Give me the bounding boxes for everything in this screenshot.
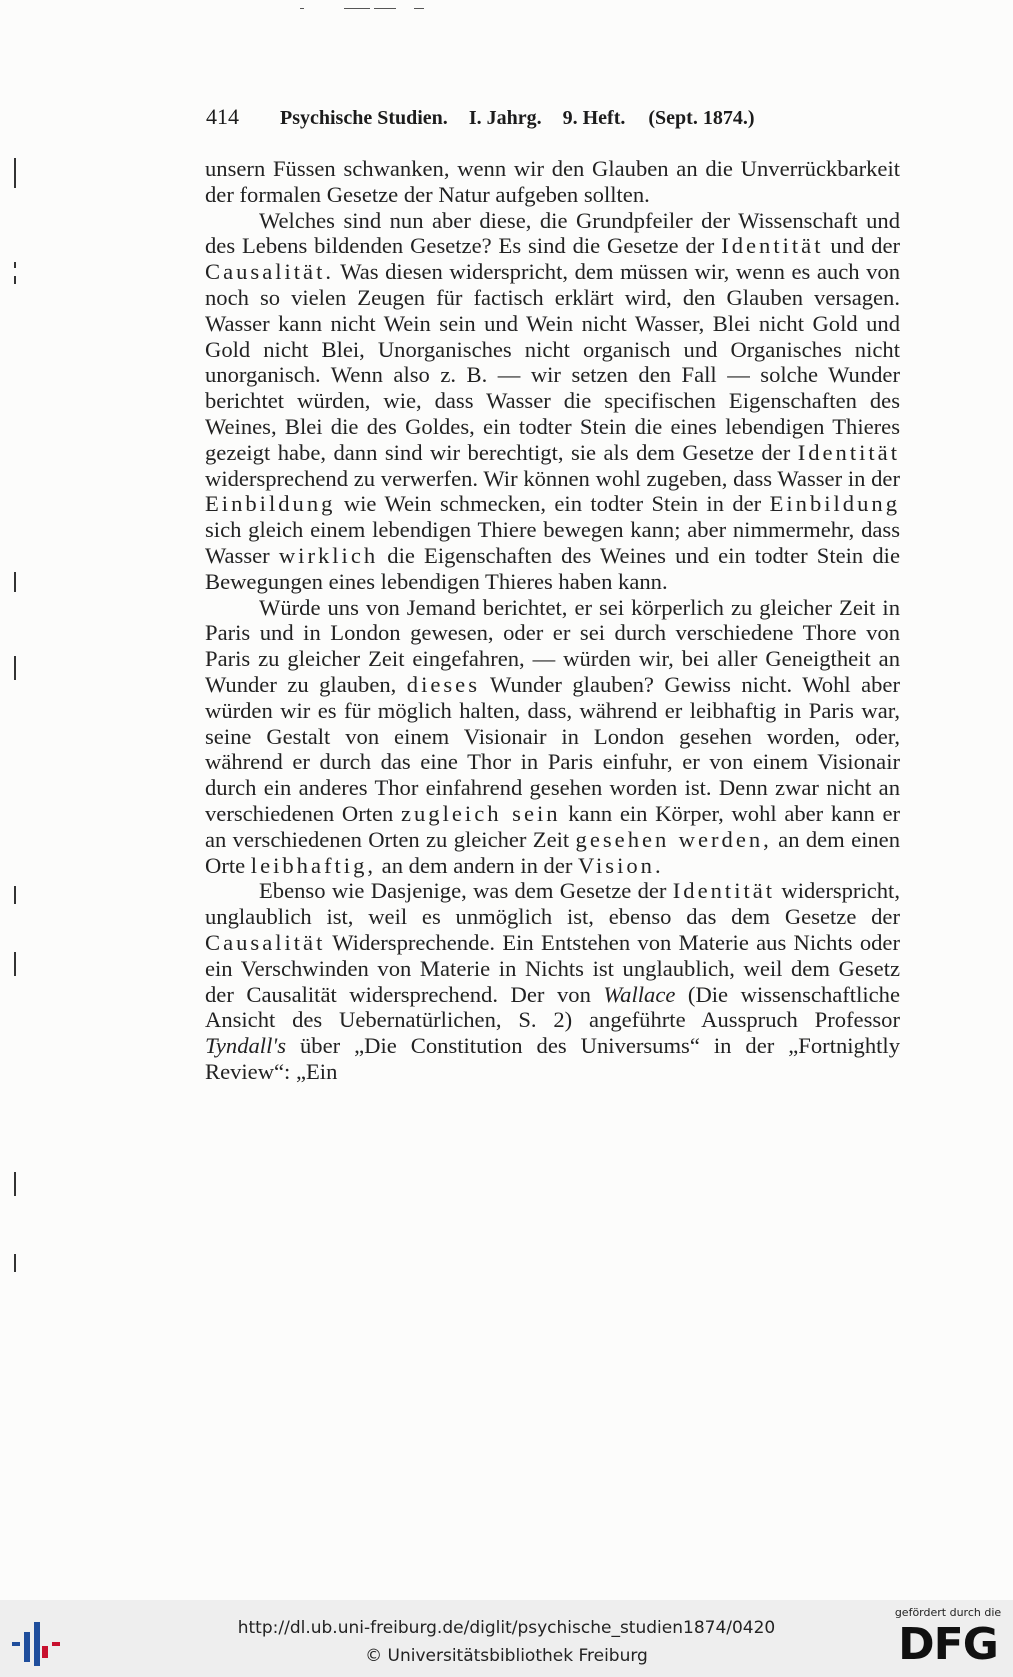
paragraph-1: unsern Füssen schwanken, wenn wir den Glauben an die Unverrückbarkeit der formalen Gesetze der Natur aufgeben sollten. <box>205 156 900 207</box>
emphasis-causalitaet-2: Causalität <box>205 929 326 955</box>
emphasis-causalitaet: Causalität. <box>205 259 335 285</box>
copyright-notice: © Universitätsbibliothek Freiburg <box>365 1646 648 1666</box>
emphasis-einbildung-2: Einbildung <box>769 491 900 517</box>
dfg-funding-badge <box>889 1606 1007 1672</box>
running-header <box>206 104 896 130</box>
emphasis-vision: Vision. <box>578 852 664 878</box>
scan-artifact-marks <box>300 4 470 12</box>
emphasis-leibhaftig: leibhaftig, <box>250 852 377 878</box>
publication-title: Psychische Studien. <box>280 107 448 129</box>
name-tyndall: Tyndall's <box>205 1033 286 1059</box>
volume-label: I. Jahrg. <box>468 107 542 129</box>
emphasis-wirklich: wirklich <box>278 542 379 568</box>
emphasis-dieses: dieses <box>406 671 480 697</box>
emphasis-einbildung: Einbildung <box>205 491 336 517</box>
footer-bar <box>0 1600 1013 1677</box>
dfg-caption: gefördert durch die <box>894 1606 1002 1619</box>
emphasis-identitaet: Identität <box>721 233 824 259</box>
paragraph-3: Würde uns von Jemand berichtet, er sei körperlich zu gleicher Zeit in Paris und in London gewesen, oder er sei durch verschiedene Thore von Paris zu gleicher Zeit eingefahren, — würden wir, bei aller Geneigtheit an Wunder zu glauben, dieses Wunder glauben? Gewiss nicht. Wohl aber würden wir es für möglich halten, dass, während er leibhaftig in Paris war, seine Gestalt von einem Visionair in London gesehen worden, oder, während er durch das eine Thor in Paris einfuhr, er von einem Visionair durch ein anderes Thor einfahrend gesehen worden ist. Denn zwar nicht an verschiedenen Orten zugleich sein kann ein Körper, wohl aber kann er an verschiedenen Orten zu gleicher Zeit gesehen werden, an dem einen Orte leibhaftig, an dem andern in der Vision. <box>205 594 901 878</box>
emphasis-identitaet-3: Identität <box>672 878 776 904</box>
page-number: 414 <box>206 104 239 129</box>
paragraph-2: Welches sind nun aber diese, die Grundpfeiler der Wissenschaft und des Lebens bildenden Gesetze? Es sind die Gesetze der Identität und der Causalität. Was diesen widerspricht, dem müssen wir, wenn es auch von noch so vielen Zeugen für factisch erklärt wird, den Glauben versagen. Wasser kann nicht Wein sein und Wein nicht Wasser, Blei nicht Gold und Gold nicht Blei, Unorganisches nicht organisch und Organisches nicht unorganisch. Wenn also z. B. — wir setzen den Fall — solche Wunder berichtet würden, wie, dass Wasser die specifischen Eigenschaften des Weines, Blei die des Goldes, ein todter Stein die eines lebendigen Thieres gezeigt habe, dann sind wir berechtigt, sie als dem Gesetze der Identität widersprechend zu verwerfen. Wir können wohl zugeben, dass Wasser in der Einbildung wie Wein schmecken, ein todter Stein in der Einbildung sich gleich einem lebendigen Thiere bewegen kann; aber nimmermehr, dass Wasser wirklich die Eigenschaften des Weines und ein todter Stein die Bewegungen eines lebendigen Thieres haben kann. <box>205 207 900 594</box>
emphasis-zugleich-sein: zugleich sein <box>400 800 561 826</box>
emphasis-gesehen-werden: gesehen werden, <box>575 826 772 852</box>
emphasis-identitaet-2: Identität <box>797 439 900 465</box>
issue-date: (Sept. 1874.) <box>648 107 755 129</box>
issue-label: 9. Heft. <box>562 107 626 129</box>
body-text <box>205 156 900 1085</box>
name-wallace: Wallace <box>603 981 676 1007</box>
paragraph-4: Ebenso wie Dasjenige, was dem Gesetze der Identität widerspricht, unglaublich ist, weil es unmöglich ist, ebenso das dem Gesetze der Causalität Widersprechende. Ein Entstehen von Materie aus Nichts oder ein Verschwinden von Materie in Nichts ist unglaublich, weil dem Gesetz der Causalität widersprechend. Der von Wallace (Die wissenschaftliche Ansicht des Uebernatürlichen, S. 2) angeführte Ausspruch Professor Tyndall's über „Die Constitution des Universums“ in der „Fortnightly Review“: „Ein <box>205 878 900 1084</box>
dfg-logo: DFG <box>898 1619 998 1670</box>
permalink-url[interactable]: http://dl.ub.uni-freiburg.de/diglit/psychische_studien1874/0420 <box>237 1618 776 1638</box>
